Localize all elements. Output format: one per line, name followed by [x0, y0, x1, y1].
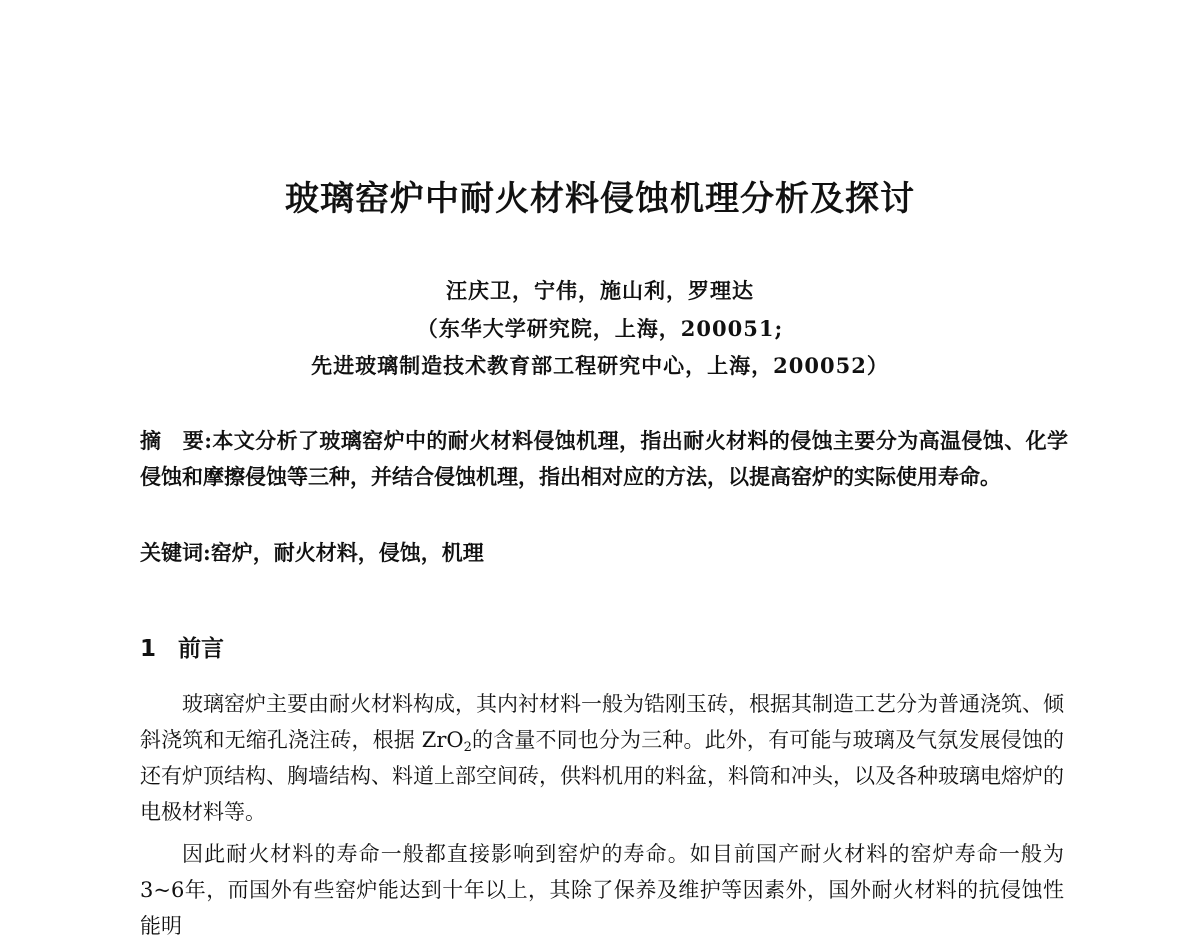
para1-text-a: 玻璃窑炉主要由耐火材料构成，其内衬材料一般为锆刚玉砖，根据其制造工艺分为普通浇筑、倾斜浇筑和无缩孔浇注砖，根据 [140, 692, 1064, 752]
abstract-text: 本文分析了玻璃窑炉中的耐火材料侵蚀机理，指出耐火材料的侵蚀主要分为高温侵蚀、化学侵蚀和摩擦侵蚀等三种，并结合侵蚀机理，指出相对应的方法，以提高窑炉的实际使用寿命。 [140, 428, 1068, 489]
abstract [140, 423, 1068, 495]
body-paragraph-2: 因此耐火材料的寿命一般都直接影响到窑炉的寿命。如目前国产耐火材料的窑炉寿命一般为3~6年，而国外有些窑炉能达到十年以上，其除了保养及维护等因素外，国外耐火材料的抗侵蚀性能明 [140, 842, 1064, 938]
author-list: 汪庆卫，宁伟，施山利，罗理达 [446, 278, 754, 303]
section-heading-1 [140, 631, 224, 667]
formula-subscript: 2 [463, 740, 472, 755]
body-paragraph-1 [140, 686, 1064, 830]
keywords-text: 窑炉，耐火材料，侵蚀，机理 [210, 540, 484, 565]
affiliation-line-2: 先进玻璃制造技术教育部工程研究中心，上海，200052） [311, 353, 889, 378]
keywords-label: 关键词: [140, 540, 211, 565]
para1-text-b: 的含量不同也分为三种。此外，有可能与玻璃及气氛发展侵蚀的还有炉顶结构、胸墙结构、料道上部空间砖，供料机用的料盆，料筒和冲头，以及各种玻璃电熔炉的电极材料等。 [140, 728, 1064, 824]
zro2-formula [421, 728, 472, 755]
formula-base: ZrO [421, 728, 464, 752]
section-title: 前言 [178, 636, 224, 662]
affiliation-line-1: （东华大学研究院，上海，200051; [416, 316, 784, 341]
section-number: 1 [140, 636, 157, 662]
paper-title: 玻璃窑炉中耐火材料侵蚀机理分析及探讨 [285, 179, 915, 219]
abstract-label: 摘 要: [140, 428, 212, 453]
keywords [140, 535, 484, 571]
